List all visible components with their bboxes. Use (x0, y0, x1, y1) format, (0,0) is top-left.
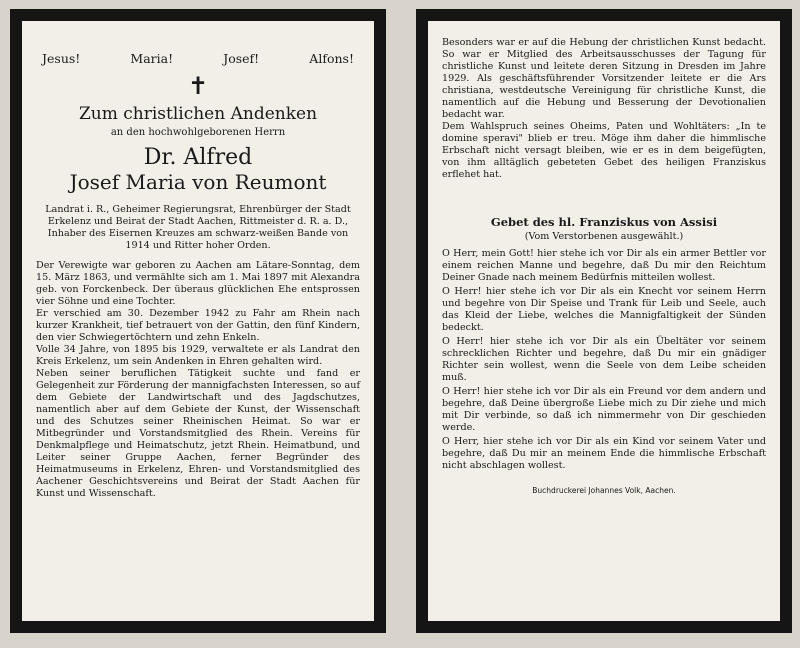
card-paper-right (428, 21, 780, 621)
biography (36, 260, 360, 500)
invocation-jesus: Jesus! (42, 51, 81, 66)
bio-paragraph: Volle 34 Jahre, von 1895 bis 1929, verwaltete er als Landrat den Kreis Erkelenz, um sein Andenken in Ehren gehalten wird. (36, 344, 360, 367)
heading-sub: an den hochwohlgeborenen Herrn (110, 127, 286, 138)
prayer-paragraph: O Herr, hier stehe ich vor Dir als ein Kind vor seinem Vater und begehre, daß Du mir an meinem Ende die himmlische Erbschaft nicht abschlagen wollest. (442, 436, 766, 471)
heading: Zum christlichen Andenken (78, 104, 318, 124)
prayer-paragraph: O Herr! hier stehe ich vor Dir als ein Knecht vor seinem Herrn und begehre von Dir Speise und Trank für Leib und Seele, auch das Kleid der Liebe, welches die Mannigfaltigkeit der Sünden bedeckt. (442, 286, 766, 333)
bio-paragraph: Er verschied am 30. Dezember 1942 zu Fahr am Rhein nach kurzer Krankheit, tief betrauert von der Gattin, den fünf Kindern, den vier Schwiegertöchtern und zehn Enkeln. (36, 308, 360, 343)
titles-text: Landrat i. R., Geheimer Regierungsrat, Ehrenbürger der Stadt Erkelenz und Beirat der Stadt Aachen, Rittmeister d. R. a. D., Inhaber des Eisernen Kreuzes am schwarz-weißen Bande von 1914 und Ritter hoher Orden. (45, 204, 351, 251)
invocation-alfons: Alfons! (309, 51, 354, 66)
prayer-paragraph: O Herr! hier stehe ich vor Dir als ein Freund vor dem andern und begehre, daß Deine übergroße Liebe mich zu Dir ziehe und mich mit Dir verbinde, so daß ich nimmermehr von Dir geschieden werde. (442, 386, 766, 433)
biography-continued (442, 37, 766, 181)
name-line-1: Dr. Alfred (143, 145, 253, 170)
prayer-subtitle: (Vom Verstorbenen ausgewählt.) (524, 231, 684, 242)
printer-imprint: Buchdruckerei Johannes Volk, Aachen. (532, 486, 676, 495)
bio-paragraph: Neben seiner beruflichen Tätigkeit suchte und fand er Gelegenheit zur Förderung der mannigfachsten Interessen, so auf dem Gebiete der Landwirtschaft und des Jagdschutzes, namentlich aber auf dem Gebiete der Kunst, der Wissenschaft und des Schutzes seiner Rheinischen Heimat. So war er Mitbegründer und Vorstandsmitglied des Rhein. Vereins für Denkmalpflege und Heimatschutz, jetzt Rhein. Heimatbund, und Leiter seiner Gruppe Aachen, ferner Begründer des Heimatmuseums in Erkelenz, Ehren- und Vorstandsmitglied des Aachener Geschichtsvereins und Beirat der Stadt Aachen für Kunst und Wissenschaft. (36, 368, 360, 499)
latin-cross-icon: ✝ (187, 72, 209, 100)
invocation-maria: Maria! (130, 51, 174, 66)
invocations-row (36, 51, 360, 66)
card-paper-left (22, 21, 374, 621)
prayer-paragraph: O Herr, mein Gott! hier stehe ich vor Dir als ein armer Bettler vor einem reichen Manne und begehre, daß Du mir den Reichtum Deiner Gnade nach meinem Bedürfnis mitteilen wollest. (442, 248, 766, 283)
text-paragraph: Besonders war er auf die Hebung der christlichen Kunst bedacht. So war er Mitglied des Arbeitsausschusses der Tagung für christliche Kunst und leitete deren Sitzung in Dresden im Jahre 1929. Als geschäftsführender Vorsitzender leitete er die Ars christiana, westdeutsche Vereinigung für christliche Kunst, die namentlich auf die Hebung und Besserung der Devotionalien bedacht war. (442, 37, 766, 120)
text-paragraph: Dem Wahlspruch seines Oheims, Paten und Wohltäters: „In te domine speravi" blieb er treu. Möge ihm daher die himmlische Erbschaft nicht versagt bleiben, wie er es in dem beigefügten, von ihm alltäglich gebeteten Gebet des heiligen Franziskus erflehet hat. (442, 121, 766, 180)
memorial-card-right (416, 9, 792, 633)
prayer-paragraph: O Herr! hier stehe ich vor Dir als ein Übeltäter vor seinem schrecklichen Richter und begehre, daß Du mir ein gnädiger Richter sein wollest, wenn die Seele von dem Leibe scheiden muß. (442, 336, 766, 383)
invocation-josef: Josef! (223, 51, 260, 66)
prayer-text (442, 248, 766, 472)
prayer-title: Gebet des hl. Franziskus von Assisi (490, 215, 718, 229)
memorial-card-left (10, 9, 386, 633)
name-line-2: Josef Maria von Reumont (69, 170, 327, 194)
bio-paragraph: Der Verewigte war geboren zu Aachen am Lätare-Sonntag, dem 15. März 1863, und vermählte sich am 1. Mai 1897 mit Alexandra geb. von Forckenbeck. Der überaus glücklichen Ehe entsprossen vier Söhne und eine Tochter. (36, 260, 360, 307)
